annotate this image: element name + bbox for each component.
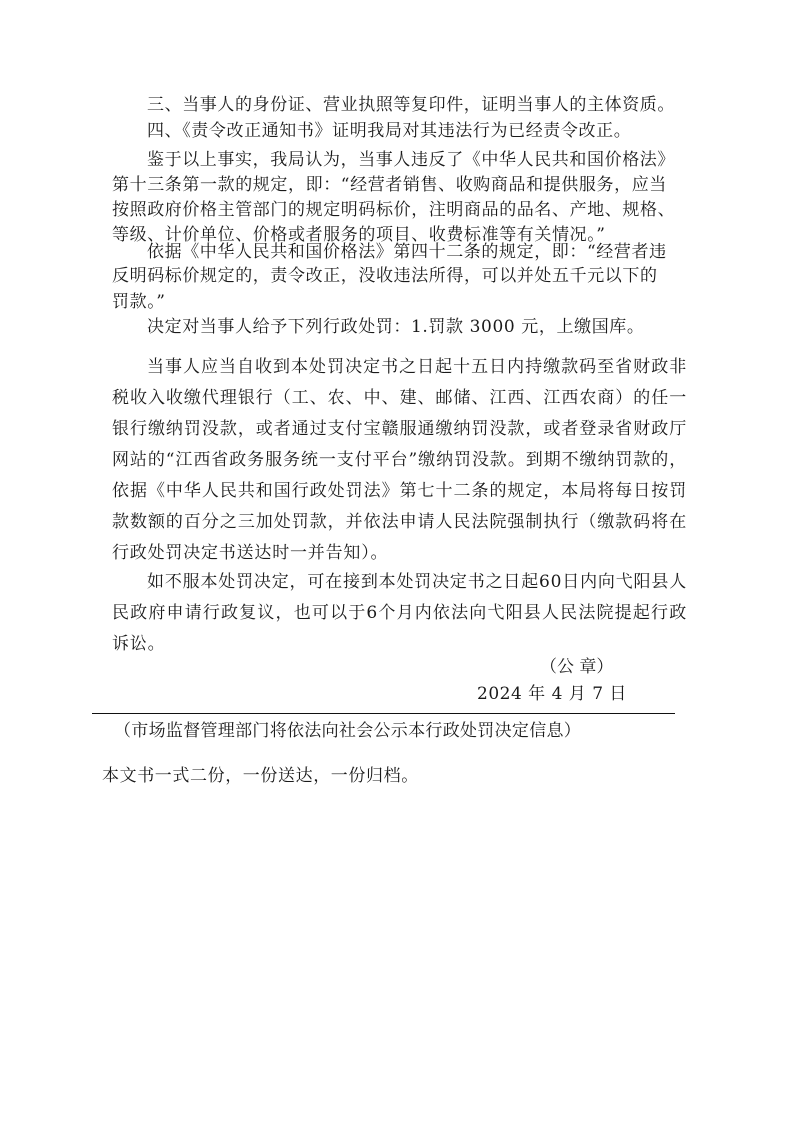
official-seal-label: （公 章）: [540, 657, 614, 677]
basis-line-1: 依据《中华人民共和国价格法》第四十二条的规定，即：“经营者违: [147, 242, 667, 262]
findings-line-4: 等级、计价单位、价格或者服务的项目、收费标准等有关情况。”: [112, 225, 606, 245]
basis-line-2: 反明码标价规定的，责令改正，没收违法所得，可以并处五千元以下的: [112, 266, 658, 286]
findings-line-1: 鉴于以上事实，我局认为，当事人违反了《中华人民共和国价格法》: [147, 150, 675, 170]
evidence-item-4: 四、《责令改正通知书》证明我局对其违法行为已经责令改正。: [147, 121, 632, 141]
findings-line-2: 第十三条第一款的规定，即：“经营者销售、收购商品和提供服务，应当: [112, 175, 667, 195]
evidence-item-3: 三、当事人的身份证、营业执照等复印件，证明当事人的主体资质。: [147, 95, 675, 115]
basis-line-3: 罚款。”: [112, 292, 166, 312]
payment-notice-paragraph: 当事人应当自收到本处罚决定书之日起十五日内持缴款码至省财政非税收入收缴代理银行（工、农、中、建、邮储、江西、江西农商）的任一银行缴纳罚没款，或者通过支付宝赣服通缴纳罚没款，或者登录省财政厅网站的“江西省政务服务统一支付平台”缴纳罚没款。到期不缴纳罚款的，依据《中华人民共和国行政处罚法》第七十二条的规定，本局将每日按罚款数额的百分之三加处罚款，并依法申请人民法院强制执行（缴款码将在行政处罚决定书送达时一并告知）。: [112, 357, 687, 563]
divider-rule: [92, 713, 675, 714]
findings-line-3: 按照政府价格主管部门的规定明码标价，注明商品的品名、产地、规格、: [112, 200, 676, 220]
public-disclosure-notice: （市场监督管理部门将依法向社会公示本行政处罚决定信息）: [114, 721, 582, 741]
penalty-decision: 决定对当事人给予下列行政处罚：1.罚款 3000 元，上缴国库。: [147, 317, 645, 337]
appeal-notice-paragraph: 如不服本处罚决定，可在接到本处罚决定书之日起60日内向弋阳县人民政府申请行政复议，也可以于6个月内依法向弋阳县人民法院提起行政诉讼。: [112, 572, 687, 654]
decision-date: 2024 年 4 月 7 日: [477, 684, 627, 704]
copies-note: 本文书一式二份，一份送达，一份归档。: [102, 766, 419, 786]
